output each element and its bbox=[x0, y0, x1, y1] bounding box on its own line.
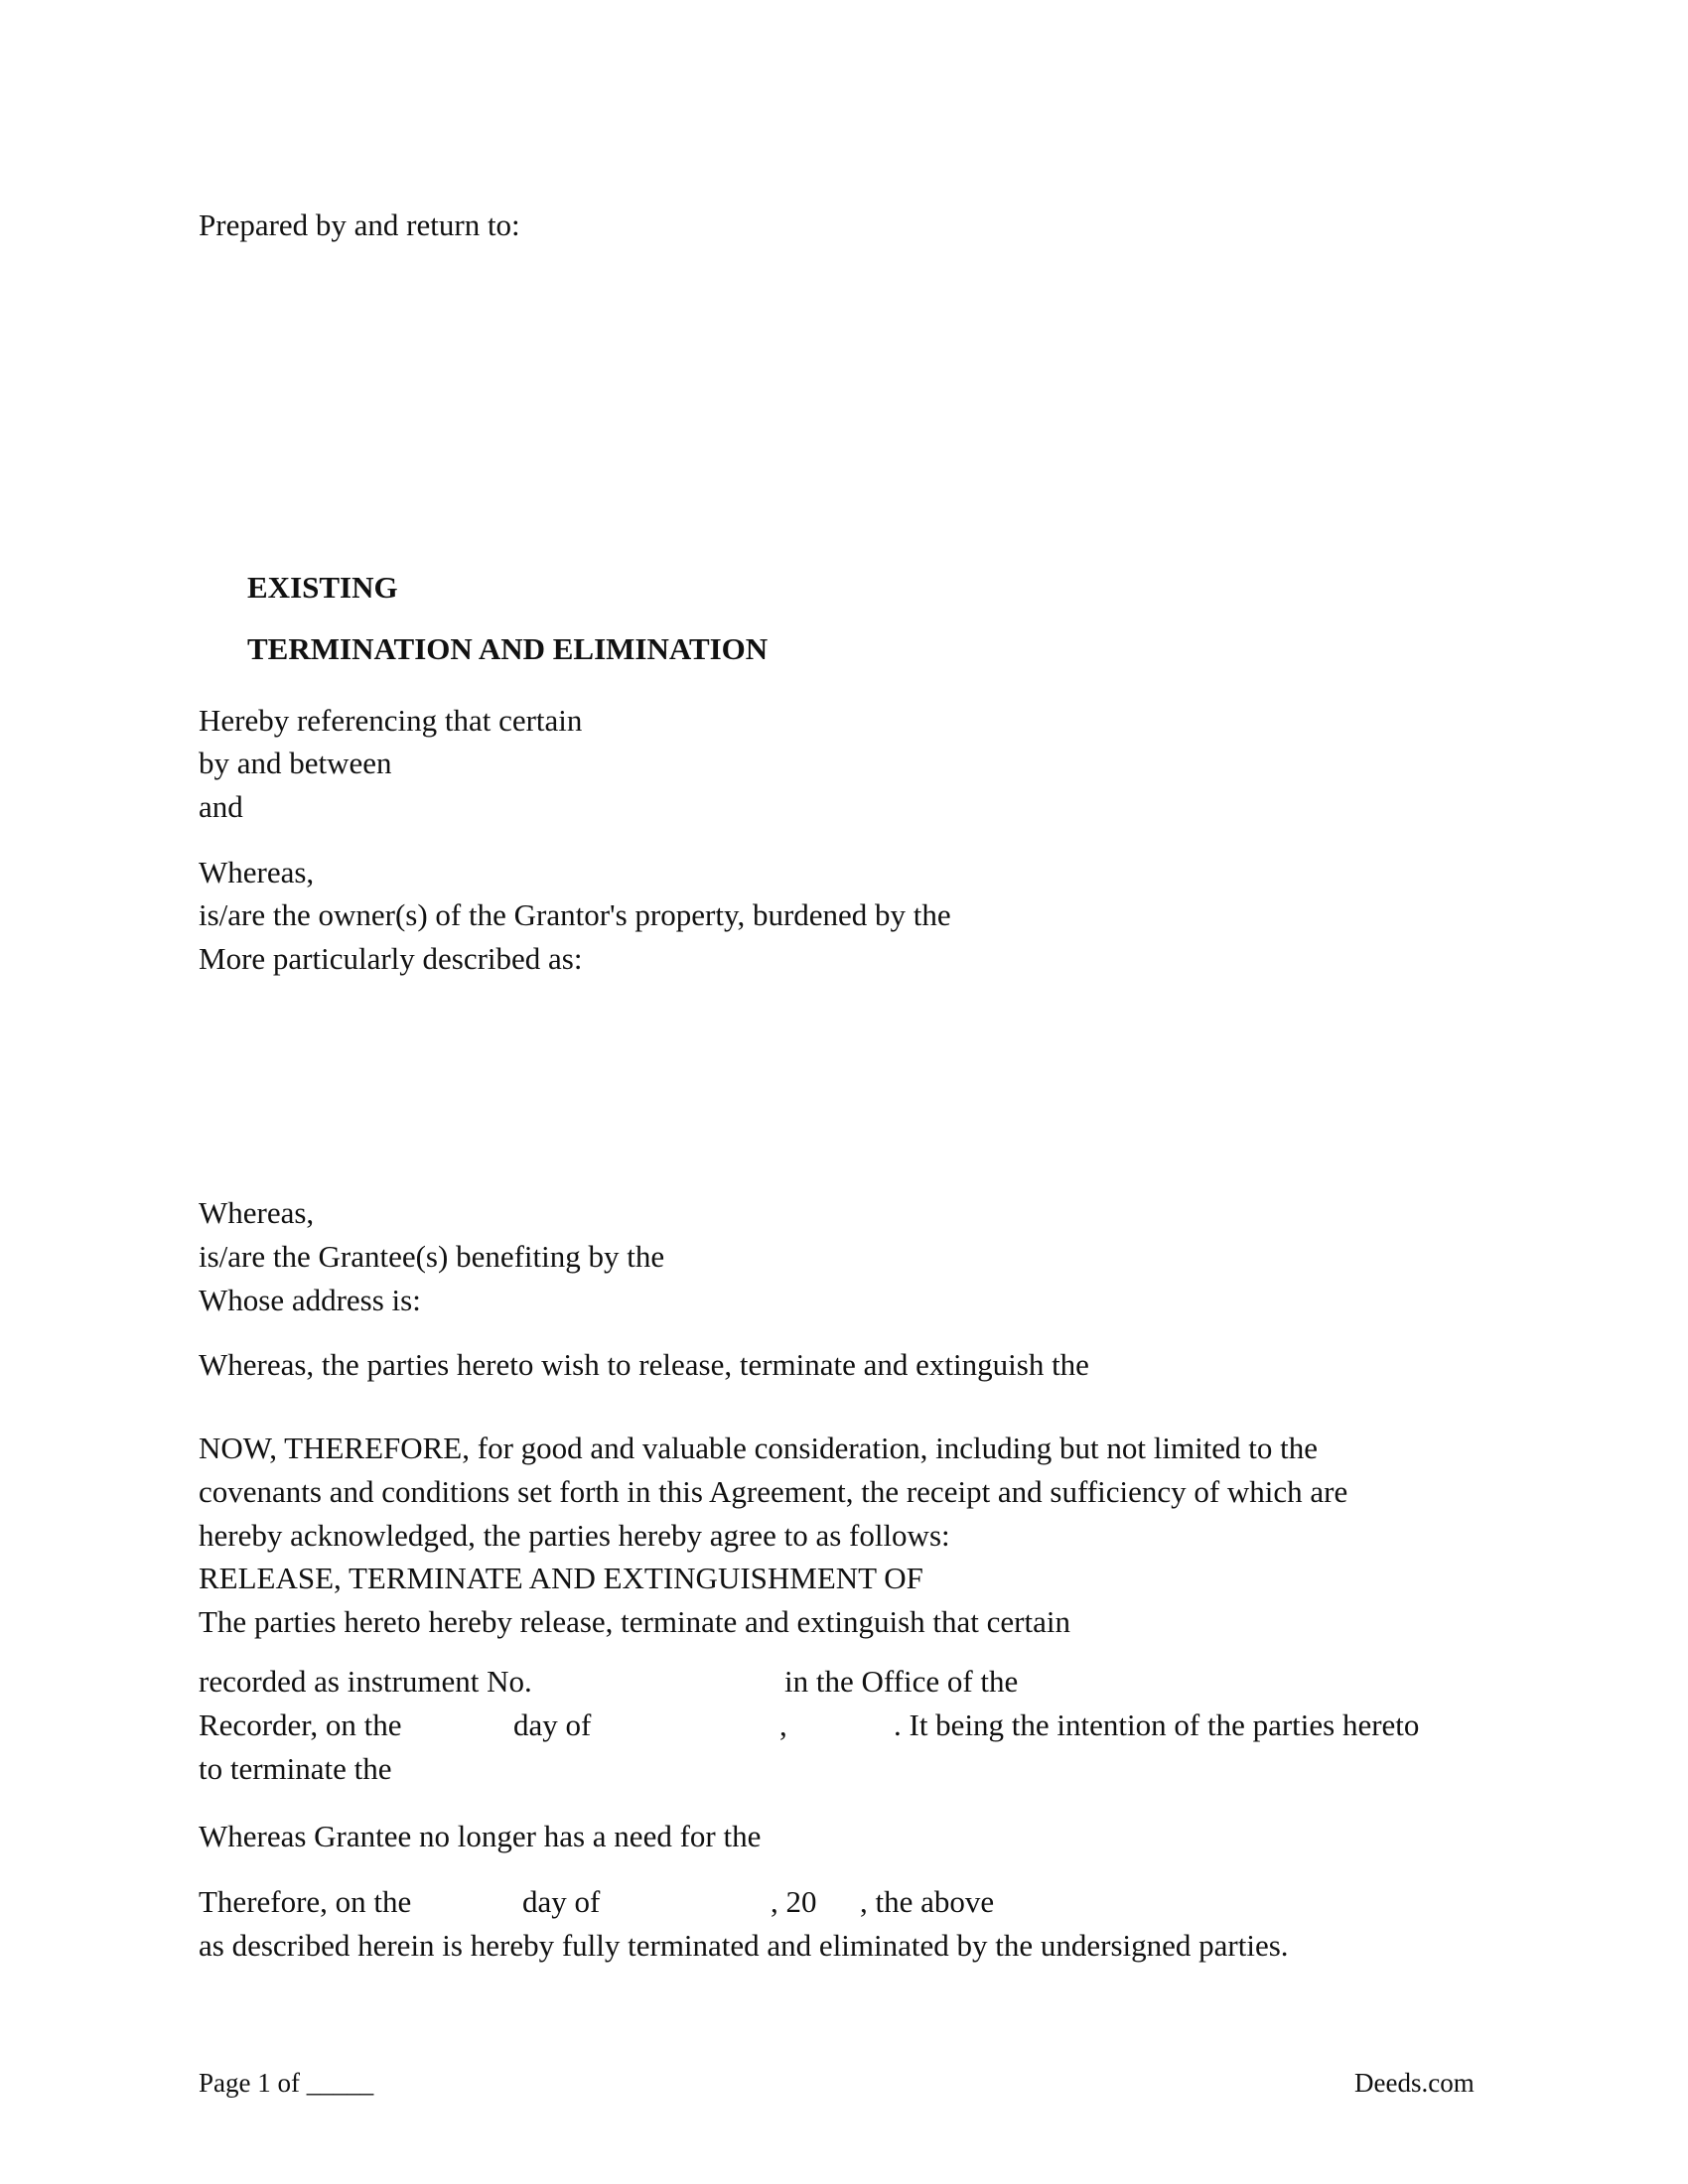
grantee-recital-line-2: is/are the Grantee(s) benefiting by the bbox=[199, 1239, 665, 1274]
recorded-day-of-label: day of bbox=[513, 1707, 592, 1742]
page-number: Page 1 of _____ bbox=[199, 2068, 374, 2098]
therefore-line-2: as described herein is hereby fully terminated and eliminated by the undersigned parties. bbox=[199, 1928, 1289, 1963]
prepared-by-label: Prepared by and return to: bbox=[199, 207, 520, 242]
heading-existing: EXISTING bbox=[247, 570, 398, 605]
office-label: in the Office of the bbox=[784, 1664, 1019, 1699]
reference-line-3: and bbox=[199, 789, 243, 824]
now-therefore-line-3: hereby acknowledged, the parties hereby agree to as follows: bbox=[199, 1518, 950, 1553]
intention-text: . It being the intention of the parties hereto bbox=[894, 1707, 1420, 1742]
wish-recital: Whereas, the parties hereto wish to release, terminate and extinguish the bbox=[199, 1347, 1089, 1382]
therefore-on-the: Therefore, on the bbox=[199, 1884, 412, 1919]
therefore-day-of: day of bbox=[522, 1884, 601, 1919]
owner-recital-line-3: More particularly described as: bbox=[199, 941, 583, 976]
now-therefore-line-1: NOW, THEREFORE, for good and valuable consideration, including but not limited to the bbox=[199, 1431, 1319, 1465]
now-therefore-line-2: covenants and conditions set forth in this Agreement, the receipt and sufficiency of which are bbox=[199, 1474, 1348, 1509]
grantee-recital-line-1: Whereas, bbox=[199, 1195, 315, 1230]
no-longer-need-text: Whereas Grantee no longer has a need for the bbox=[199, 1819, 762, 1853]
owner-recital-line-2: is/are the owner(s) of the Grantor's property, burdened by the bbox=[199, 897, 951, 932]
grantee-recital-line-3: Whose address is: bbox=[199, 1283, 421, 1317]
owner-recital-line-1: Whereas, bbox=[199, 855, 315, 889]
terminate-text: to terminate the bbox=[199, 1751, 392, 1786]
recorded-comma: , bbox=[779, 1707, 787, 1742]
therefore-year: , 20 bbox=[771, 1884, 817, 1919]
instrument-label: recorded as instrument No. bbox=[199, 1664, 532, 1699]
brand-footer: Deeds.com bbox=[1354, 2068, 1475, 2098]
release-heading: RELEASE, TERMINATE AND EXTINGUISHMENT OF bbox=[199, 1561, 923, 1595]
recorder-label: Recorder, on the bbox=[199, 1707, 402, 1742]
therefore-the-above: , the above bbox=[860, 1884, 995, 1919]
now-therefore-line-5: The parties hereto hereby release, terminate and extinguish that certain bbox=[199, 1604, 1070, 1639]
reference-line-2: by and between bbox=[199, 746, 392, 780]
reference-line-1: Hereby referencing that certain bbox=[199, 703, 583, 738]
heading-termination: TERMINATION AND ELIMINATION bbox=[247, 631, 769, 666]
